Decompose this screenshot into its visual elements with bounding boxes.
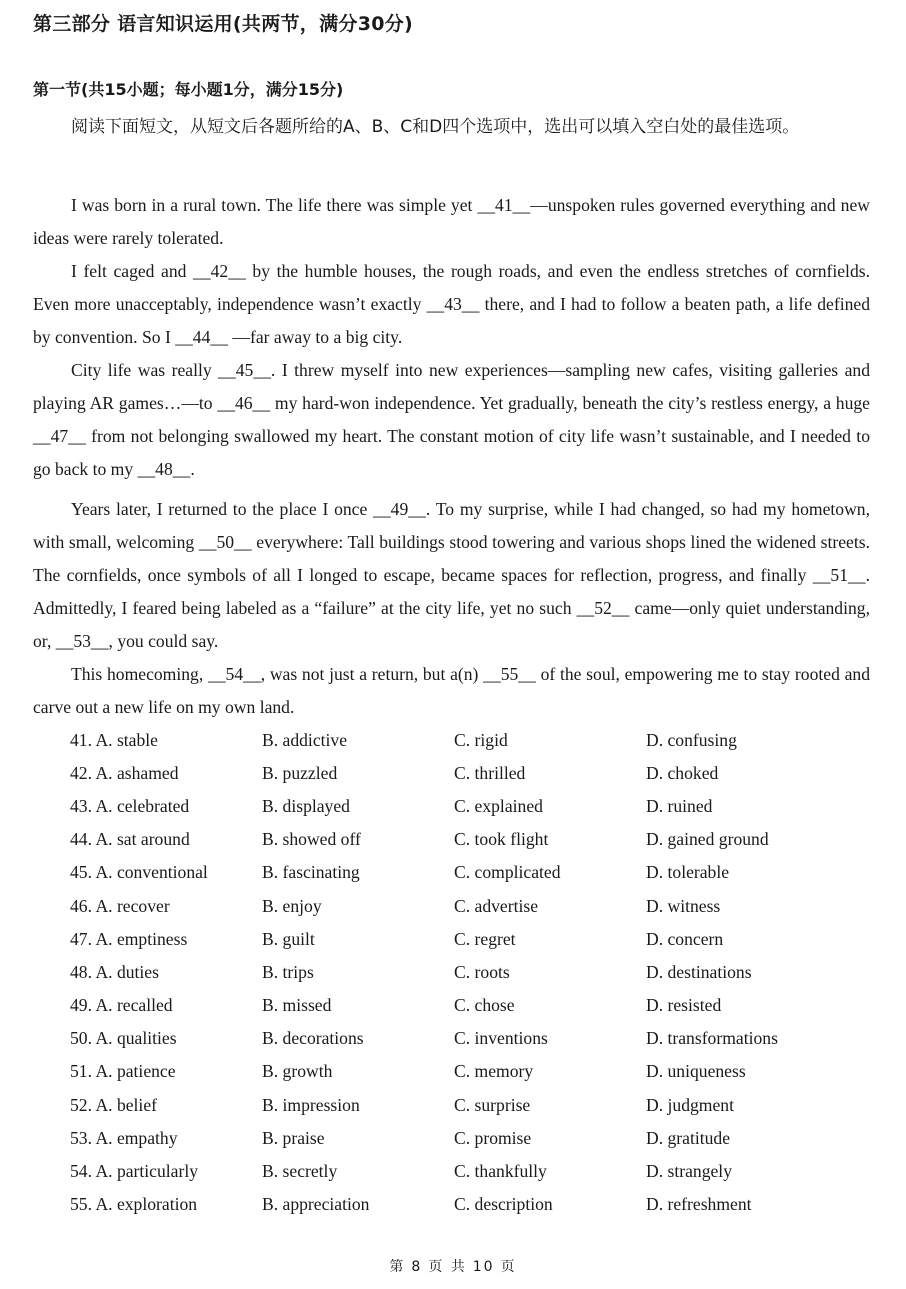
question-number: 48.: [70, 962, 92, 982]
question-row: [70, 790, 870, 823]
question-row: [70, 989, 870, 1022]
option-a: [70, 790, 189, 823]
option-c: C. took flight: [454, 829, 549, 849]
page-suffix: 页: [500, 1259, 517, 1275]
question-number: 53.: [70, 1128, 92, 1148]
option-c: C. advertise: [454, 896, 539, 916]
option-a: [70, 890, 170, 923]
question-number: 52.: [70, 1095, 92, 1115]
option-d: D. confusing: [646, 730, 737, 750]
option-c: C. explained: [454, 796, 543, 816]
option-a-text: A. patience: [95, 1061, 176, 1081]
option-c: C. description: [454, 1194, 553, 1214]
page-footer: [0, 1256, 906, 1276]
option-b: B. fascinating: [262, 862, 360, 882]
option-a: [70, 923, 187, 956]
option-a-text: A. exploration: [95, 1194, 198, 1214]
option-c: C. promise: [454, 1128, 532, 1148]
section-title: 第一节(共15小题；每小题1分，满分15分): [33, 80, 344, 99]
passage-paragraph-5: This homecoming, __54__, was not just a return, but a(n) __55__ of the soul, empowering me to stay rooted and carve out a new life on my own land.: [33, 664, 870, 717]
option-a-text: A. emptiness: [95, 929, 188, 949]
option-b: B. puzzled: [262, 763, 338, 783]
option-b: B. showed off: [262, 829, 361, 849]
option-a: [70, 1089, 157, 1122]
option-a-text: A. stable: [95, 730, 158, 750]
option-d: D. ruined: [646, 796, 713, 816]
option-a: [70, 757, 179, 790]
passage-paragraph-3: City life was really __45__. I threw myself into new experiences—sampling new cafes, visiting galleries and playing AR games…—to __46__ my hard-won independence. Yet gradually, beneath the city’s restless energy, a huge __47__ from not belonging swallowed my heart. The constant motion of city life wasn’t sustainable, and I needed to go back to my __48__.: [33, 360, 870, 479]
option-a-text: A. celebrated: [95, 796, 190, 816]
question-row: [70, 724, 870, 757]
option-a: [70, 724, 158, 757]
option-a: [70, 1188, 197, 1221]
option-c: C. chose: [454, 995, 515, 1015]
option-b: B. secretly: [262, 1161, 338, 1181]
option-a-text: A. sat around: [95, 829, 190, 849]
question-row: [70, 1155, 870, 1188]
question-row: [70, 757, 870, 790]
passage-paragraph-4: Years later, I returned to the place I once __49__. To my surprise, while I had changed, so had my hometown, with small, welcoming __50__ everywhere: Tall buildings stood towering and various shops lined the widened streets. The cornfields, once symbols of all I longed to escape, became spaces for reflection, progress, and finally __51__. Admittedly, I feared being labeled as a “failure” at the city life, yet no such __52__ came—only quiet understanding, or, __53__, you could say.: [33, 499, 870, 651]
option-b: B. trips: [262, 962, 314, 982]
option-b: B. missed: [262, 995, 332, 1015]
question-number: 55.: [70, 1194, 92, 1214]
passage-paragraph-1: I was born in a rural town. The life there was simple yet __41__—unspoken rules governed everything and new ideas were rarely tolerated.: [33, 195, 870, 248]
question-row: [70, 1089, 870, 1122]
page-mid: 页 共: [428, 1259, 467, 1275]
option-c: C. roots: [454, 962, 510, 982]
passage-paragraph-2: I felt caged and __42__ by the humble houses, the rough roads, and even the endless stretches of cornfields. Even more unacceptably, independence wasn’t exactly __43__ there, and I had to follow a beaten path, a life defined by convention. So I __44__ —far away to a big city.: [33, 261, 870, 347]
option-c: C. rigid: [454, 730, 508, 750]
option-a-text: A. conventional: [95, 862, 208, 882]
option-d: D. judgment: [646, 1095, 734, 1115]
option-a: [70, 823, 190, 856]
question-row: [70, 923, 870, 956]
instruction-text: 阅读下面短文，从短文后各题所给的A、B、C和D四个选项中，选出可以填入空白处的最佳选项。: [71, 117, 800, 137]
question-number: 54.: [70, 1161, 92, 1181]
question-number: 51.: [70, 1061, 92, 1081]
option-d: D. transformations: [646, 1028, 778, 1048]
option-b: B. decorations: [262, 1028, 364, 1048]
option-b: B. appreciation: [262, 1194, 370, 1214]
option-d: D. concern: [646, 929, 724, 949]
question-number: 41.: [70, 730, 92, 750]
question-number: 45.: [70, 862, 92, 882]
option-a-text: A. recalled: [95, 995, 173, 1015]
question-number: 43.: [70, 796, 92, 816]
option-b: B. impression: [262, 1095, 360, 1115]
question-row: [70, 890, 870, 923]
question-number: 47.: [70, 929, 92, 949]
option-d: D. uniqueness: [646, 1061, 746, 1081]
option-b: B. enjoy: [262, 896, 322, 916]
question-row: [70, 1022, 870, 1055]
option-d: D. gratitude: [646, 1128, 731, 1148]
option-c: C. memory: [454, 1061, 534, 1081]
question-row: [70, 856, 870, 889]
option-a: [70, 1155, 198, 1188]
option-c: C. surprise: [454, 1095, 531, 1115]
option-a: [70, 1022, 177, 1055]
option-d: D. strangely: [646, 1161, 732, 1181]
option-c: C. thrilled: [454, 763, 526, 783]
question-row: [70, 1122, 870, 1155]
option-a-text: A. duties: [95, 962, 159, 982]
option-a-text: A. qualities: [95, 1028, 177, 1048]
question-number: 46.: [70, 896, 92, 916]
option-b: B. growth: [262, 1061, 333, 1081]
option-a-text: A. ashamed: [95, 763, 179, 783]
option-a-text: A. recover: [95, 896, 170, 916]
page-prefix: 第: [389, 1259, 406, 1275]
page-number: 8: [411, 1259, 423, 1275]
option-b: B. addictive: [262, 730, 348, 750]
option-b: B. praise: [262, 1128, 325, 1148]
question-number: 42.: [70, 763, 92, 783]
option-d: D. gained ground: [646, 829, 769, 849]
option-a: [70, 956, 159, 989]
option-a: [70, 856, 208, 889]
question-row: [70, 823, 870, 856]
option-a-text: A. particularly: [95, 1161, 199, 1181]
question-number: 50.: [70, 1028, 92, 1048]
option-a-text: A. empathy: [95, 1128, 178, 1148]
question-row: [70, 1188, 870, 1221]
option-a-text: A. belief: [95, 1095, 157, 1115]
question-number: 49.: [70, 995, 92, 1015]
option-b: B. displayed: [262, 796, 350, 816]
option-b: B. guilt: [262, 929, 315, 949]
part-title: 第三部分 语言知识运用(共两节，满分30分): [33, 13, 414, 35]
option-d: D. resisted: [646, 995, 722, 1015]
option-c: C. complicated: [454, 862, 561, 882]
question-number: 44.: [70, 829, 92, 849]
option-d: D. refreshment: [646, 1194, 752, 1214]
option-d: D. choked: [646, 763, 719, 783]
option-a: [70, 1122, 178, 1155]
option-a: [70, 1055, 176, 1088]
option-d: D. tolerable: [646, 862, 730, 882]
option-d: D. witness: [646, 896, 721, 916]
option-c: C. thankfully: [454, 1161, 547, 1181]
option-c: C. inventions: [454, 1028, 548, 1048]
option-c: C. regret: [454, 929, 516, 949]
option-d: D. destinations: [646, 962, 752, 982]
option-a: [70, 989, 173, 1022]
question-row: [70, 1055, 870, 1088]
question-row: [70, 956, 870, 989]
total-pages: 10: [472, 1259, 495, 1275]
